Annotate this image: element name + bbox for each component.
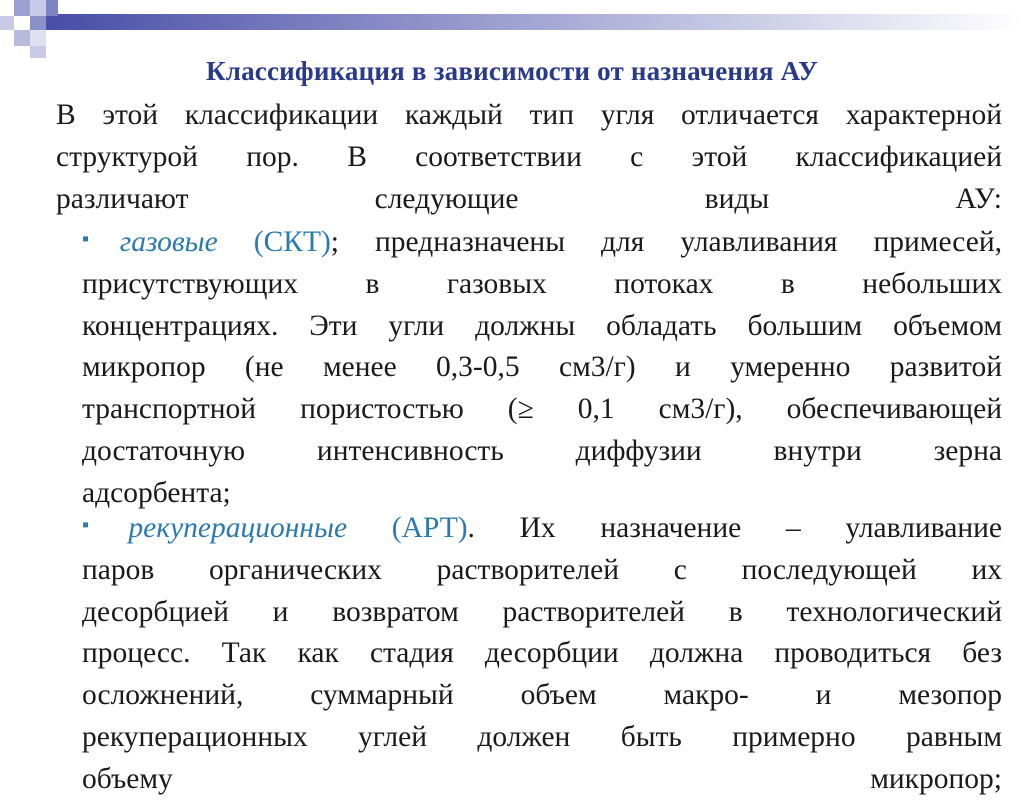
bullet-line: объему микропор;	[82, 762, 1002, 795]
bullet-square-icon: ▪	[82, 514, 127, 536]
bullet-recuperation	[82, 505, 1002, 801]
bullet-line: паров органических растворителей с последующей их	[82, 553, 1002, 586]
bullet-line: концентрациях. Эти угли должны обладать большим объемом	[82, 309, 1002, 342]
bullet-square-icon: ▪	[82, 228, 118, 250]
abbr-recuperation: (АРТ)	[391, 512, 468, 544]
bullet-gas	[82, 219, 1002, 515]
bullet-line: осложнений, суммарный объем макро- и мезопор	[82, 679, 1002, 712]
bullet-line: десорбцией и возвратом растворителей в технологический	[82, 595, 1002, 628]
term-gas: газовые	[119, 226, 218, 258]
abbr-gas: (СКТ)	[253, 226, 331, 258]
term-recuperation: рекуперационные	[128, 512, 348, 544]
bullet-line-rest: . Их назначение – улавливание	[467, 512, 1002, 544]
slide-title: Классификация в зависимости от назначения АУ	[205, 56, 818, 86]
bullet-line: рекуперационных углей должен быть примерно равным	[82, 720, 1002, 753]
bullet-line: присутствующих в газовых потоках в небольших	[82, 267, 1002, 300]
bullet-line	[82, 505, 1002, 550]
intro-paragraph	[56, 95, 1002, 220]
intro-line: различают следующие виды АУ:	[56, 182, 1002, 215]
bullet-line: транспортной пористостью (≥ 0,1 см3/г), обеспечивающей	[82, 393, 1002, 426]
bullet-line	[82, 219, 1002, 264]
intro-line: В этой классификации каждый тип угля отличается характерной	[56, 99, 1002, 131]
intro-line: структурой пор. В соответствии с этой классификацией	[56, 140, 1002, 173]
bullet-line: процесс. Так как стадия десорбции должна проводиться без	[82, 637, 1002, 670]
header-decoration	[0, 0, 1024, 60]
bullet-line: микропор (не менее 0,3-0,5 см3/г) и умеренно развитой	[82, 351, 1002, 384]
bullet-line-rest: ; предназначены для улавливания примесей,	[330, 226, 1002, 258]
bullet-line: достаточную интенсивность диффузии внутри зерна	[82, 434, 1002, 467]
bullet-line: адсорбента;	[82, 476, 231, 509]
